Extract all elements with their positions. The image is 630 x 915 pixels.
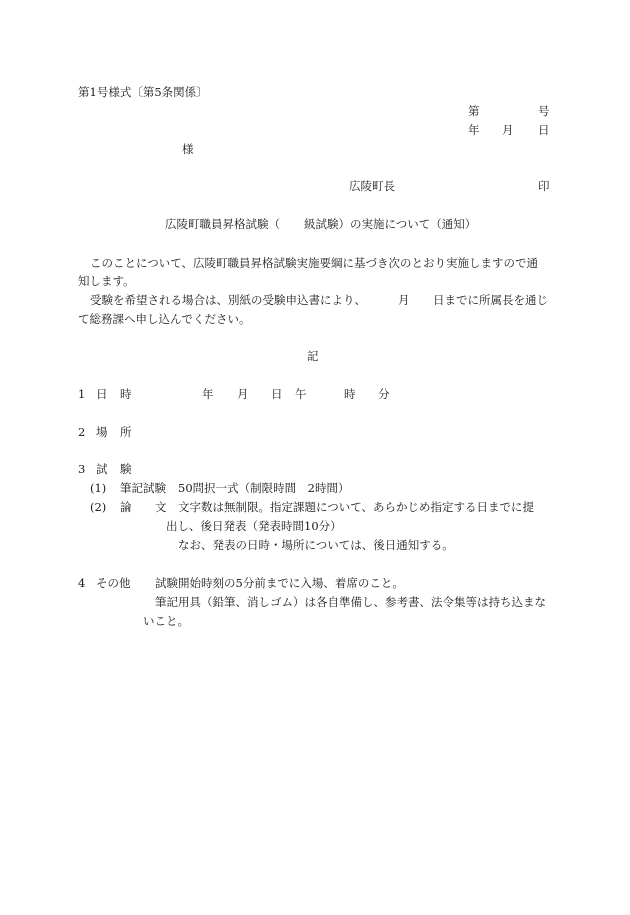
date-month: 月 xyxy=(502,123,514,137)
date-year: 年 xyxy=(468,123,480,137)
item1-month: 月 xyxy=(237,387,249,401)
date-day: 日 xyxy=(538,123,550,137)
document-number-prefix: 第 xyxy=(468,104,480,118)
item3-sub2-text3: なお、発表の日時・場所については、後日通知する。 xyxy=(178,538,454,552)
item1-ampm: 午 xyxy=(295,387,307,401)
body-paragraph2-line1c: 日までに所属長を通じ xyxy=(433,293,548,307)
addressee-sama: 様 xyxy=(182,142,194,156)
item3-label-a: 試 xyxy=(96,462,108,476)
item1-day: 日 xyxy=(271,387,283,401)
item2-number: 2 xyxy=(78,425,86,439)
item2-label-b: 所 xyxy=(120,425,132,439)
sender-title: 広陵町長 xyxy=(349,179,395,193)
item3-sub1-number: (1) xyxy=(90,481,107,495)
document-number-suffix: 号 xyxy=(538,104,550,118)
item4-number: 4 xyxy=(78,576,86,590)
item3-sub2-text2: 出し、後日発表（発表時間10分） xyxy=(166,519,342,533)
form-label: 第1号様式〔第5条関係〕 xyxy=(78,85,208,99)
body-paragraph1-line1: このことについて、広陵町職員昇格試験実施要綱に基づき次のとおり実施しますので通 xyxy=(90,256,539,270)
item2-label-a: 場 xyxy=(96,425,108,439)
item1-hour: 時 xyxy=(344,387,356,401)
item3-sub1-label: 筆記試験 xyxy=(120,481,166,495)
body-paragraph2-line1a: 受験を希望される場合は、別紙の受験申込書により、 xyxy=(90,293,366,307)
body-paragraph1-line2: 知します。 xyxy=(78,274,135,288)
item1-year: 年 xyxy=(202,387,214,401)
item3-sub2-label-b: 文 xyxy=(155,500,167,514)
seal-mark: 印 xyxy=(538,179,550,193)
item3-sub1-text: 50問択一式（制限時間 2時間） xyxy=(178,481,350,495)
item1-label-b: 時 xyxy=(120,387,132,401)
title-part1: 広陵町職員昇格試験（ xyxy=(165,217,280,231)
item3-sub2-text1: 文字数は無制限。指定課題について、あらかじめ指定する日までに提 xyxy=(178,500,535,514)
item4-label: その他 xyxy=(96,576,131,590)
item4-text3: いこと。 xyxy=(143,614,189,628)
item3-number: 3 xyxy=(78,462,86,476)
item3-label-b: 験 xyxy=(120,462,132,476)
item3-sub2-number: (2) xyxy=(90,500,107,514)
item1-label-a: 日 xyxy=(96,387,108,401)
ki-mark: 記 xyxy=(307,349,319,363)
title-part2: 級試験）の実施について（通知） xyxy=(304,217,477,231)
item4-text1: 試験開始時刻の5分前までに入場、着席のこと。 xyxy=(155,576,404,590)
item1-number: 1 xyxy=(78,387,86,401)
body-paragraph2-month: 月 xyxy=(398,293,410,307)
item3-sub2-label-a: 論 xyxy=(120,500,132,514)
body-paragraph2-line2: て総務課へ申し込んでください。 xyxy=(78,312,251,326)
item4-text2: 筆記用具（鉛筆、消しゴム）は各自準備し、参考書、法令集等は持ち込まな xyxy=(155,595,546,609)
item1-minute: 分 xyxy=(378,387,390,401)
